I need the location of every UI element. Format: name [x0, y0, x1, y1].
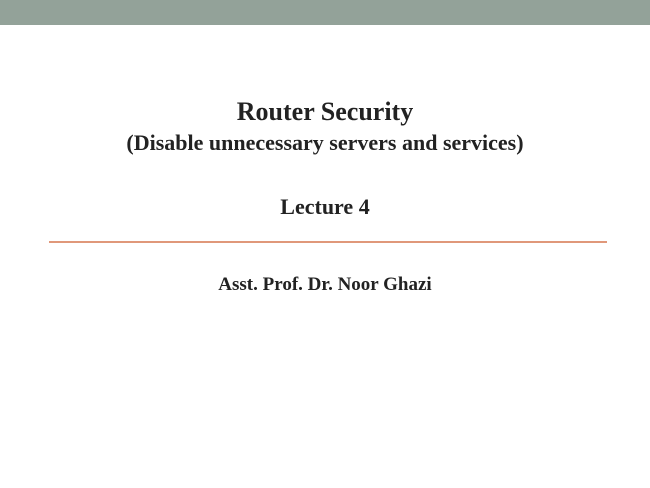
title-block [0, 95, 650, 157]
divider-line [49, 241, 607, 243]
slide-subtitle: (Disable unnecessary servers and services) [126, 130, 524, 155]
author-name: Asst. Prof. Dr. Noor Ghazi [218, 274, 432, 295]
lecture-label: Lecture 4 [280, 194, 370, 219]
slide-title: Router Security [236, 97, 414, 126]
top-accent-bar [0, 0, 650, 25]
